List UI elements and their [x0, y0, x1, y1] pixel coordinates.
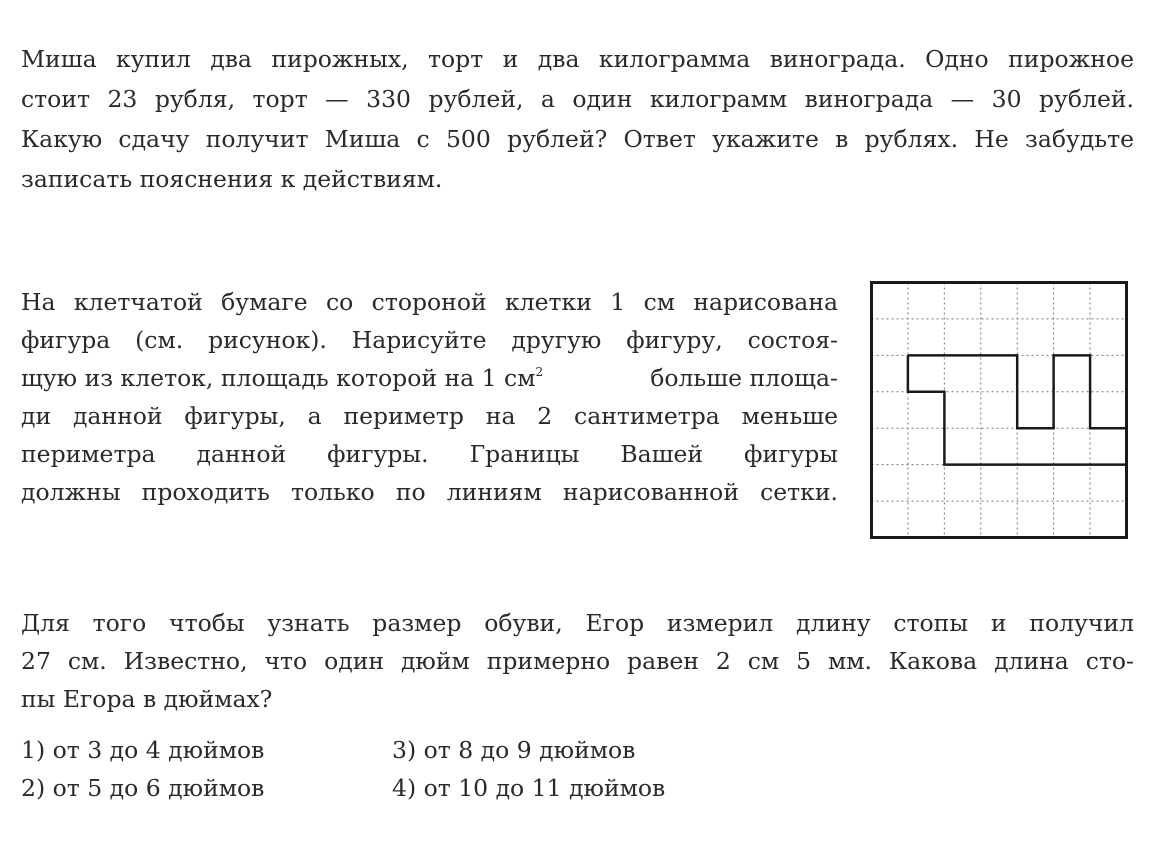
grid-border — [872, 283, 1127, 538]
grid-lines — [872, 283, 1127, 538]
square-superscript: 2 — [535, 365, 544, 379]
task-1-line: Миша купил два пирожных, торт и два килограмма винограда. Одно пирожное — [21, 45, 1134, 73]
task-2-line: ди данной фигуры, а периметр на 2 сантиметра меньше — [21, 402, 838, 430]
task-2-line: должны проходить только по линиям нарисованной сетки. — [21, 478, 838, 506]
answer-option-1: 1) от 3 до 4 дюймов — [21, 736, 265, 764]
task-3-line: пы Егора в дюймах? — [21, 685, 273, 713]
task-3-line: 27 см. Известно, что один дюйм примерно равен 2 см 5 мм. Какова длина сто- — [21, 647, 1134, 675]
task-1-line: стоит 23 рубля, торт — 330 рублей, а один килограмм винограда — 30 рублей. — [21, 85, 1134, 113]
answer-option-4: 4) от 10 до 11 дюймов — [392, 774, 666, 802]
task-1-line: записать пояснения к действиям. — [21, 165, 443, 193]
task-2-line: На клетчатой бумаге со стороной клетки 1 см нарисована — [21, 288, 838, 316]
task-1-line: Какую сдачу получит Миша с 500 рублей? Ответ укажите в рублях. Не забудьте — [21, 125, 1134, 153]
task-2-line: периметра данной фигуры. Границы Вашей фигуры — [21, 440, 838, 468]
grid-figure — [870, 281, 1128, 539]
task-2-line-part — [21, 359, 543, 397]
task-2-line — [21, 359, 838, 397]
task-2-line: фигура (см. рисунок). Нарисуйте другую фигуру, состоя- — [21, 326, 838, 354]
area-text: щую из клеток, площадь которой на 1 см — [21, 364, 536, 392]
answer-option-2: 2) от 5 до 6 дюймов — [21, 774, 265, 802]
answer-option-3: 3) от 8 до 9 дюймов — [392, 736, 636, 764]
task-2-line-part: больше площа- — [650, 364, 838, 392]
task-3-line: Для того чтобы узнать размер обуви, Егор измерил длину стопы и получил — [21, 609, 1134, 637]
